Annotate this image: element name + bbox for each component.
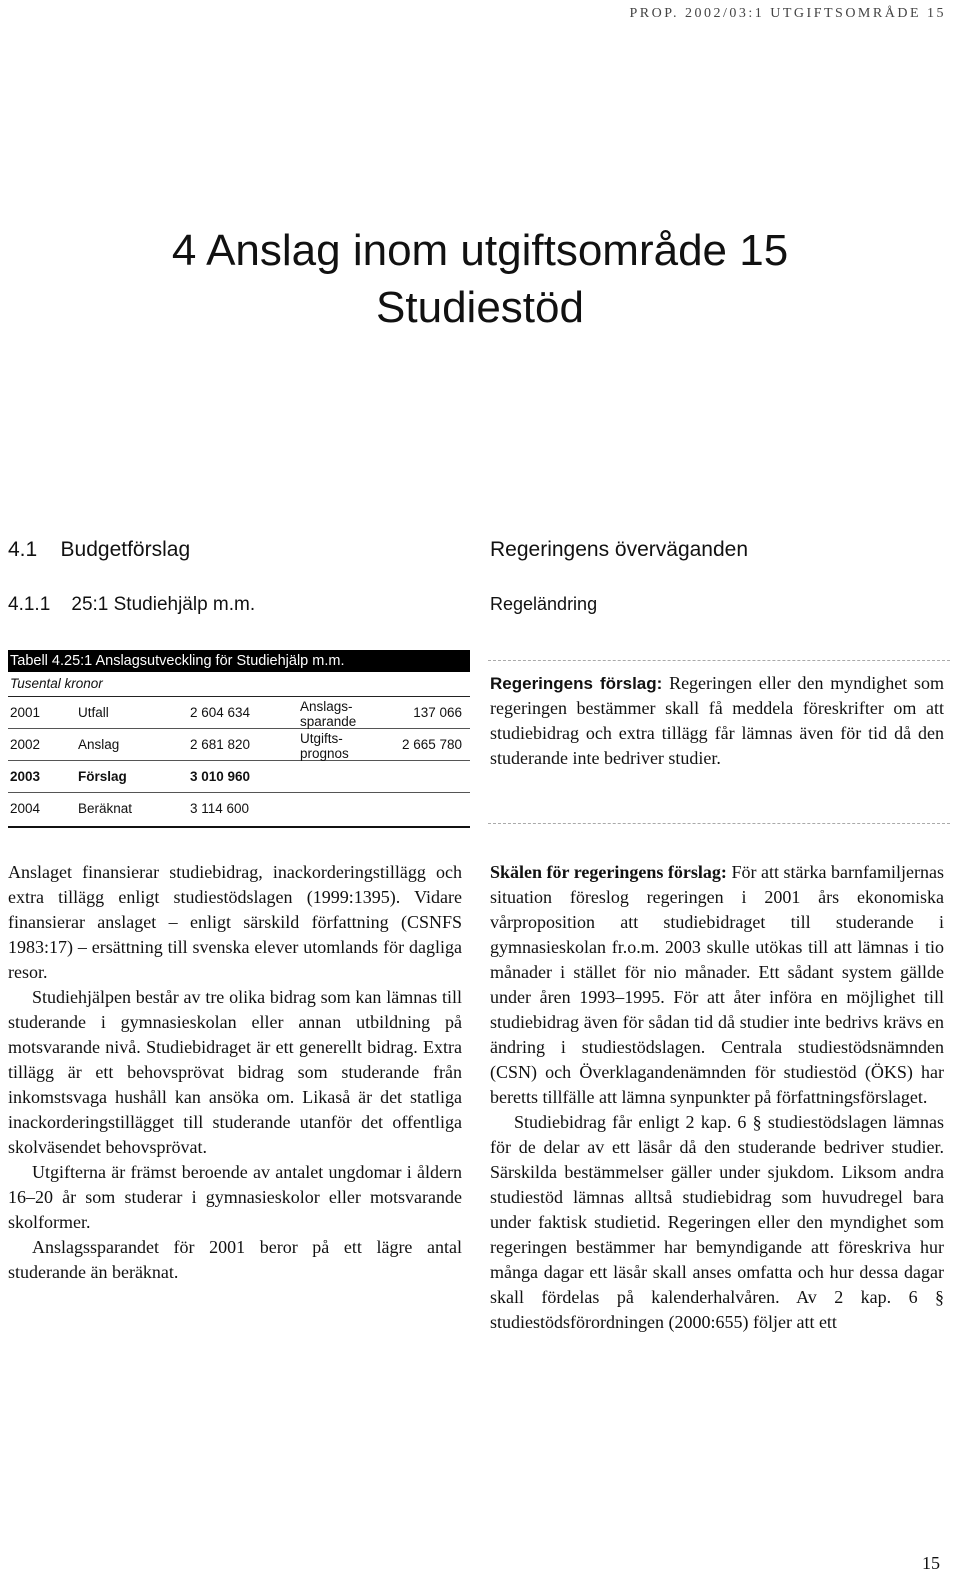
paragraph: Utgifterna är främst beroende av antalet ungdomar i åldern 16–20 år som studerar i gymnasieskolor eller motsvarande skolformer.	[8, 1162, 462, 1232]
section-heading-overvaganden: Regeringens överväganden	[490, 538, 749, 561]
running-head: PROP. 2002/03:1 UTGIFTSOMRÅDE 15	[629, 6, 946, 21]
table-cell-amount: 3 010 960	[190, 769, 251, 784]
chapter-title	[0, 222, 960, 336]
proposal-text: Regeringen eller den myndighet som regeringen bestämmer skall få meddela föreskrifter om att studiebidrag och extra tillägg får lämnas även för tid då den studerande inte bedriver studier.	[490, 673, 945, 768]
table-cell-label: Utgifts- prognos	[300, 731, 349, 761]
table-cell-amount: 2 681 820	[190, 737, 251, 752]
table-row	[8, 793, 470, 828]
table-title: Tabell 4.25:1 Anslagsutveckling för Studiehjälp m.m.	[8, 650, 470, 672]
table-cell-kind: Utfall	[78, 705, 109, 720]
table-cell-year: 2001	[10, 705, 41, 720]
budget-table	[8, 650, 470, 828]
table-row	[8, 761, 470, 793]
subsection-heading-studiehjalp: 4.1.1 25:1 Studiehjälp m.m.	[8, 594, 256, 615]
table-cell-label: Anslags- sparande	[300, 699, 357, 729]
table-cell-kind: Förslag	[78, 769, 127, 784]
table-cell-amount: 3 114 600	[190, 801, 250, 816]
table-row	[8, 697, 470, 729]
reasons-label: Skälen för regeringens förslag:	[490, 862, 727, 882]
paragraph: Studiehjälpen består av tre olika bidrag som kan lämnas till studerande i gymnasieskolan eller annan utbildning på motsvarande nivå. Studiebidraget är ett generellt bidrag. Extra tillägg är ett behovsprövat bidrag som studerande från inkomstsvaga hushåll kan ansöka om. Likaså är det statliga inackorderingstillägget till studerande utanför det offentliga skolväsendet behovsprövat.	[8, 987, 462, 1157]
left-body-text	[8, 860, 462, 1285]
paragraph: Studiebidrag får enligt 2 kap. 6 § studiestödslagen lämnas för de delar av ett läsår då den studerande bedriver studier. Särskilda bestämmelser gäller under sjukdom. Liksom andra studiestöd lämnas alltså studiebidrag som huvudregel bara under faktisk studietid. Regeringen eller den myndighet som regeringen bestämmer har bemyndigande att föreskriva hur många dagar ett läsår skall anses omfatta och hur dessa dagar skall fördelas på kalenderhalvåren. Av 2 kap. 6 § studiestödsförordningen (2000:655) följer att ett	[490, 1112, 944, 1332]
table-cell-kind: Beräknat	[78, 801, 133, 816]
section-heading-budgetforslag: 4.1 Budgetförslag	[8, 538, 191, 561]
chapter-title-line-2: Studiestöd	[376, 283, 584, 332]
government-proposal-box	[490, 671, 944, 771]
page-number: 15	[922, 1553, 940, 1573]
subsection-heading-regelandring: Regeländring	[490, 594, 598, 614]
table-cell-value: 137 066	[413, 705, 462, 720]
chapter-title-line-1: 4 Anslag inom utgiftsområde 15	[171, 226, 789, 275]
paragraph: Anslaget finansierar studiebidrag, inackorderingstillägg och extra tillägg enligt studiestödslagen (1999:1395). Vidare finansierar anslaget – enligt särskild författning (CSNFS 1983:17) – ersättning till svenska elever utomlands för dagliga resor.	[8, 862, 462, 982]
table-cell-kind: Anslag	[78, 737, 120, 752]
table-row	[8, 729, 470, 761]
table-cell-value: 2 665 780	[401, 737, 462, 752]
proposal-label: Regeringens förslag:	[490, 674, 663, 693]
table-cell-amount: 2 604 634	[190, 705, 251, 720]
proposal-box-bottom-rule	[488, 823, 950, 824]
right-body-text	[490, 860, 944, 1335]
proposal-box-top-rule	[488, 660, 950, 661]
table-cell-year: 2004	[10, 801, 41, 816]
paragraph: Anslagssparandet för 2001 beror på ett lägre antal studerande än beräknat.	[8, 1237, 462, 1282]
table-cell-year: 2002	[10, 737, 41, 752]
table-cell-year: 2003	[10, 769, 41, 784]
table-unit: Tusental kronor	[8, 672, 470, 697]
reasons-text: För att stärka barnfamiljernas situation föreslog regeringen i 2001 års ekonomiska vårproposition att studiebidraget till studerande i gymnasieskolan fr.o.m. 2003 skulle utökas till att lämnas i tio månader i stället för nio månader. Ett sådant system gällde under åren 1993–1995. För att åter införa en möjlighet till studiebidrag även för sådan tid då studier inte bedrivs krävs en ändring i studiestödslagen. Centrala studiestödsnämnden (CSN) och Överklagandenämnden för studiestöd (ÖKS) har beretts tillfälle att lämna synpunkter på författningsförslaget.	[490, 862, 944, 1107]
